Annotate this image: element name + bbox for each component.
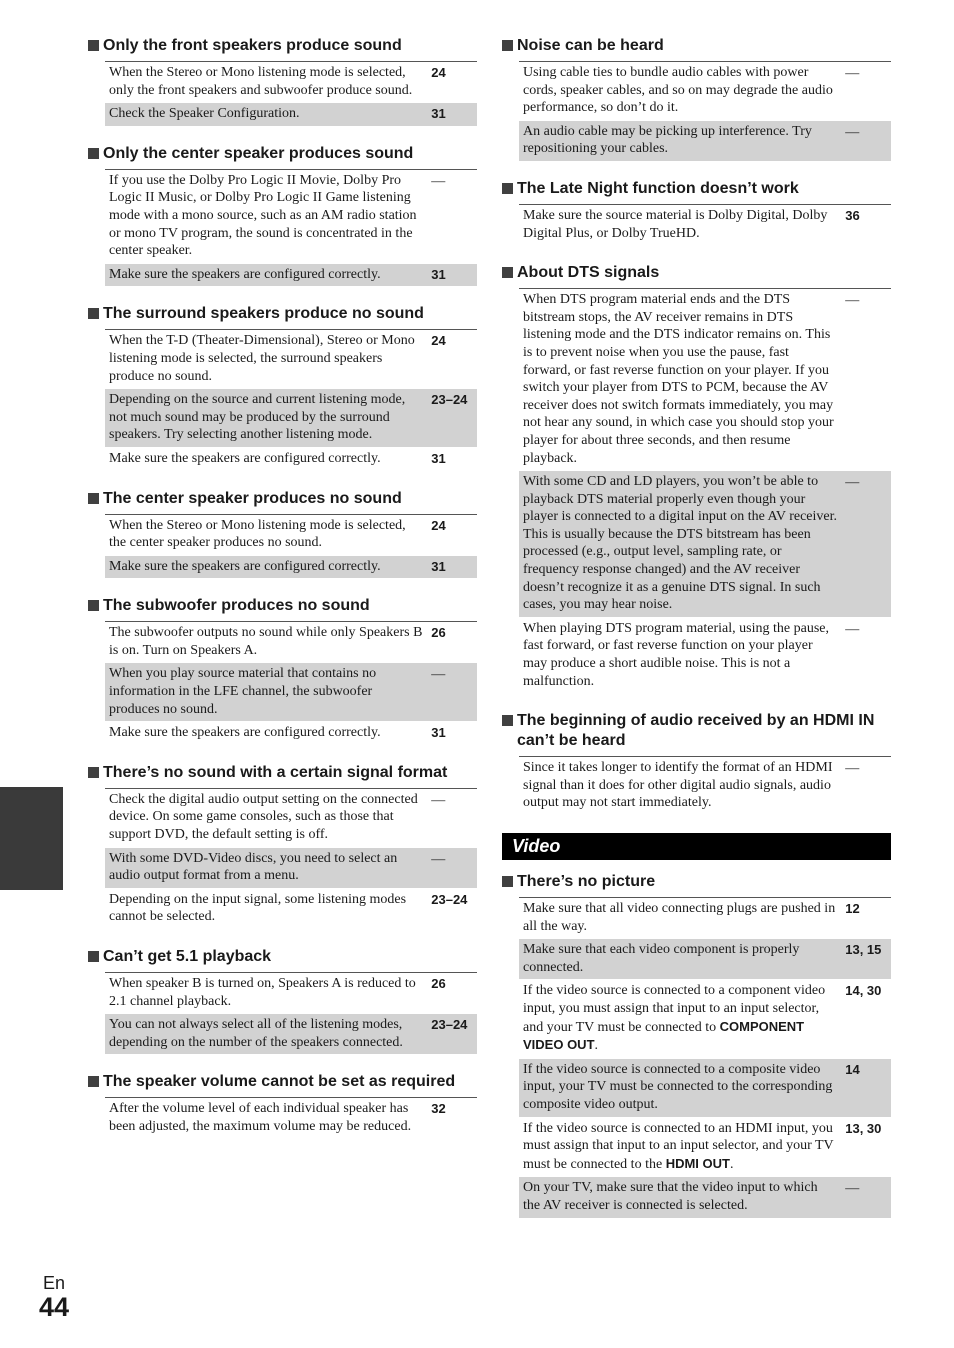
solution-row <box>105 622 477 662</box>
page-reference <box>427 624 477 659</box>
solution-text <box>523 620 841 690</box>
page-reference <box>427 975 477 1010</box>
page-reference <box>427 891 477 926</box>
square-bullet-icon <box>88 148 99 159</box>
troubleshooting-section <box>88 304 477 470</box>
audio-sections <box>502 36 891 815</box>
page-reference-value: 36 <box>845 207 860 223</box>
section-title: The speaker volume cannot be set as required <box>103 1073 456 1091</box>
solution-row <box>519 1058 891 1117</box>
solution-row <box>105 1098 477 1138</box>
solution-text <box>523 1120 841 1174</box>
troubleshooting-section <box>88 144 477 287</box>
solution-text <box>523 982 841 1054</box>
page-reference-value: 14 <box>845 1061 860 1077</box>
connector-keyword: HDMI OUT <box>665 1155 730 1171</box>
page-reference-value: — <box>431 851 446 867</box>
solution-text-body: An audio cable may be picking up interference. Try repositioning your cables. <box>523 123 812 157</box>
solution-text-body: On your TV, make sure that the video input to which the AV receiver is connected is selected. <box>523 1180 818 1213</box>
square-bullet-icon <box>502 40 513 51</box>
section-heading <box>88 36 477 56</box>
page-reference-value: 31 <box>431 558 446 574</box>
chapter-side-tab <box>0 787 63 890</box>
section-heading <box>88 596 477 616</box>
page-reference <box>427 850 477 885</box>
section-heading <box>88 1072 477 1092</box>
page-reference-value: — <box>845 293 860 309</box>
solution-text-body: With some DVD-Video discs, you need to select an audio output format from a menu. <box>109 850 398 884</box>
section-heading <box>502 872 891 892</box>
page-reference <box>427 1100 477 1135</box>
page-reference <box>841 1120 891 1174</box>
solution-text <box>109 891 427 926</box>
solution-text-body: You can not always select all of the listening modes, depending on the number of the speakers connected. <box>109 1017 403 1050</box>
page-reference-value: — <box>845 475 860 491</box>
page-reference-value: 24 <box>431 517 446 533</box>
solution-text-body: Check the Speaker Configuration. <box>109 106 300 122</box>
square-bullet-icon <box>88 767 99 778</box>
square-bullet-icon <box>502 715 513 726</box>
solution-text <box>109 975 427 1010</box>
section-heading <box>88 763 477 783</box>
section-title: The center speaker produces no sound <box>103 489 402 507</box>
solution-row <box>105 888 477 929</box>
page-reference <box>427 724 477 742</box>
page-reference <box>427 791 477 844</box>
solution-text-body: The subwoofer outputs no sound while only Speakers B is on. Turn on Speakers A. <box>109 625 423 658</box>
section-title: Only the front speakers produce sound <box>103 37 402 54</box>
troubleshooting-section <box>502 36 891 161</box>
page-reference-value: — <box>845 124 860 140</box>
page-reference-value: 26 <box>431 625 446 641</box>
page-reference <box>841 473 891 614</box>
solution-table <box>105 61 477 126</box>
section-heading <box>502 263 891 283</box>
page-reference-value: — <box>431 173 446 189</box>
solution-text-body: Since it takes longer to identify the format of an HDMI signal than it does for other digital audio signals, audio output may not start immediately. <box>523 760 833 811</box>
page-reference-value: 31 <box>431 266 446 282</box>
page-reference <box>841 620 891 690</box>
page-reference <box>427 450 477 468</box>
solution-row <box>105 170 477 263</box>
square-bullet-icon <box>502 267 513 278</box>
video-sections <box>502 872 891 1218</box>
solution-text-body: Make sure the source material is Dolby Digital, Dolby Digital Plus, or Dolby TrueHD. <box>523 207 828 241</box>
solution-text-body: Using cable ties to bundle audio cables with power cords, speaker cables, and so on may degrade the audio performance, so don’t do it. <box>523 65 833 116</box>
section-heading <box>88 947 477 967</box>
solution-table <box>105 169 477 287</box>
page-language: En <box>43 1273 66 1293</box>
solution-row <box>105 847 477 888</box>
solution-table <box>105 514 477 579</box>
solution-text <box>523 759 841 812</box>
square-bullet-icon <box>88 40 99 51</box>
page-reference-value: 24 <box>431 65 446 80</box>
solution-text-body: When DTS program material ends and the DTS bitstream stops, the AV receiver remains in DTS listening mode and the DTS indicator remains on. This is to prevent noise when you use the pause, fast forward, or fast reverse function on your player. If you switch your player from DTS to PCM, because the AV receiver does not switch formats immediately, you may not hear any sound, in which case you should stop your player for about three seconds, and then resume playback. <box>523 292 834 466</box>
troubleshooting-section <box>88 36 477 126</box>
page-reference-value: — <box>431 792 446 808</box>
solution-text-body: When you play source material that contains no information in the LFE channel, the subwoofer produces no sound. <box>109 666 377 717</box>
square-bullet-icon <box>88 951 99 962</box>
page-reference <box>841 64 891 117</box>
solution-row <box>519 938 891 979</box>
page-reference-value: — <box>845 621 860 637</box>
solution-row <box>519 979 891 1057</box>
solution-row <box>519 1117 891 1177</box>
solution-text <box>109 724 427 742</box>
solution-text-body: Make sure that all video connecting plugs are pushed in all the way. <box>523 901 836 934</box>
solution-text <box>523 207 841 242</box>
page-reference <box>427 64 477 99</box>
page-reference <box>841 982 891 1054</box>
solution-text <box>523 1061 841 1114</box>
page-reference <box>841 941 891 976</box>
page-reference <box>427 105 477 123</box>
page-reference <box>427 517 477 552</box>
page-reference-value: 14, 30 <box>845 983 882 999</box>
section-title: The subwoofer produces no sound <box>103 597 370 615</box>
section-title: The surround speakers produce no sound <box>103 305 424 323</box>
section-title: Can’t get 5.1 playback <box>103 948 272 965</box>
section-title: There’s no sound with a certain signal format <box>103 763 448 781</box>
solution-text-body: If the video source is connected to an HDMI input, you must assign that input to an input selector, and your TV must be connected to the <box>523 1120 834 1172</box>
page-reference <box>427 1016 477 1051</box>
solution-row <box>105 330 477 388</box>
solution-row <box>105 721 477 745</box>
page-reference-value: 23–24 <box>431 1017 468 1033</box>
section-title: Only the center speaker produces sound <box>103 144 414 162</box>
solution-row <box>519 1176 891 1217</box>
solution-text <box>109 624 427 659</box>
solution-table <box>519 61 891 161</box>
section-title: The beginning of audio received by an HDMI IN can’t be heard <box>517 712 875 750</box>
solution-table <box>519 288 891 693</box>
solution-table <box>519 756 891 815</box>
page-reference-value: 31 <box>431 725 446 741</box>
section-title: The Late Night function doesn’t work <box>517 179 799 197</box>
solution-text <box>523 473 841 614</box>
solution-row <box>519 62 891 120</box>
solution-row <box>519 757 891 815</box>
section-title: There’s no picture <box>517 873 656 890</box>
solution-text <box>109 172 427 260</box>
solution-row <box>105 447 477 471</box>
page-reference-value: 23–24 <box>431 392 468 408</box>
solution-text-body: Make sure the speakers are configured correctly. <box>109 725 381 741</box>
solution-text <box>109 1100 427 1135</box>
solution-text-body: With some CD and LD players, you won’t be able to playback DTS material properly even though your player is connected to a digital input on the AV receiver. This is usually because the DTS bitstream has been processed (e.g., output level, sampling rate, or frequency response changed) and the AV receiver doesn’t recognize it as a genuine DTS signal. In such cases, you may hear noise. <box>523 474 838 613</box>
solution-text <box>109 558 427 576</box>
square-bullet-icon <box>502 876 513 887</box>
solution-table <box>519 204 891 245</box>
solution-row <box>519 289 891 470</box>
solution-text <box>109 517 427 552</box>
solution-text <box>523 64 841 117</box>
solution-table <box>519 897 891 1218</box>
solution-table <box>105 1097 477 1138</box>
solution-table <box>105 621 477 745</box>
page-number: 44 <box>39 1292 70 1322</box>
solution-row <box>105 555 477 579</box>
solution-text <box>523 291 841 467</box>
solution-text <box>109 64 427 99</box>
solution-row <box>105 62 477 102</box>
page-reference <box>427 332 477 385</box>
page-reference <box>427 391 477 444</box>
solution-row <box>519 120 891 161</box>
page-reference-value: 31 <box>431 450 446 466</box>
solution-table <box>105 972 477 1054</box>
solution-text <box>523 941 841 976</box>
solution-text-body: Depending on the source and current listening mode, not much sound may be produced by the surround speakers. Try selecting another listening mode. <box>109 392 406 443</box>
square-bullet-icon <box>88 493 99 504</box>
solution-row <box>519 898 891 938</box>
troubleshooting-section <box>88 489 477 579</box>
right-column <box>502 36 891 1236</box>
solution-row <box>105 662 477 721</box>
solution-text-body: Make sure the speakers are configured correctly. <box>109 450 381 466</box>
solution-text-body: When the Stereo or Mono listening mode is selected, only the front speakers and subwoofer produce sound. <box>109 65 413 98</box>
page-reference-value: 26 <box>431 976 446 991</box>
section-title: About DTS signals <box>517 264 660 282</box>
solution-text-body: When the Stereo or Mono listening mode is selected, the center speaker produces no sound. <box>109 517 406 551</box>
solution-row <box>105 789 477 847</box>
page-reference-value: 32 <box>431 1101 446 1117</box>
solution-text-body: When playing DTS program material, using the pause, fast forward, or fast reverse function on your player may produce a short audible noise. This is not a malfunction. <box>523 620 829 689</box>
section-heading <box>502 711 891 751</box>
troubleshooting-section <box>88 1072 477 1138</box>
troubleshooting-section <box>502 711 891 815</box>
solution-text <box>109 850 427 885</box>
page-reference <box>427 266 477 284</box>
page-reference-value: — <box>845 1181 860 1197</box>
solution-text-body: If the video source is connected to a composite video input, your TV must be connected to the corresponding composite video output. <box>523 1061 833 1112</box>
square-bullet-icon <box>88 600 99 611</box>
section-heading <box>88 144 477 164</box>
solution-text <box>523 1179 841 1214</box>
solution-row <box>519 205 891 245</box>
page-reference <box>841 291 891 467</box>
solution-row <box>519 470 891 617</box>
solution-text-body: When speaker B is turned on, Speakers A is reduced to 2.1 channel playback. <box>109 976 416 1009</box>
square-bullet-icon <box>88 308 99 319</box>
section-title: Noise can be heard <box>517 37 664 54</box>
troubleshooting-section <box>88 763 477 929</box>
page-reference <box>427 172 477 260</box>
page-reference <box>841 759 891 812</box>
solution-text <box>109 266 427 284</box>
page-reference-value: 13, 30 <box>845 1120 882 1136</box>
solution-text-body: When the T-D (Theater-Dimensional), Stereo or Mono listening mode is selected, the surround speakers produce no sound. <box>109 333 415 384</box>
solution-text-body: Check the digital audio output setting on the connected device. On some game consoles, such as those that support DVD, the default setting is off. <box>109 791 418 843</box>
page-reference-value: — <box>431 667 446 683</box>
left-column <box>88 36 477 1157</box>
solution-text <box>109 332 427 385</box>
solution-text-body: If you use the Dolby Pro Logic II Movie, Dolby Pro Logic II Music, or Dolby Pro Logic II Game listening mode with a mono source, such as an AM radio station or mono TV program, the sound is concentrated in the center speaker. <box>109 172 417 259</box>
connector-keyword: COMPONENT VIDEO OUT <box>523 1018 805 1053</box>
solution-text-body: Make sure the speakers are configured correctly. <box>109 266 381 282</box>
page-reference-value: — <box>845 66 860 81</box>
page-reference-value: 13, 15 <box>845 942 882 958</box>
solution-text-tail: . <box>594 1038 599 1054</box>
page-reference-value: 24 <box>431 333 446 349</box>
solution-row <box>105 102 477 126</box>
section-heading <box>502 36 891 56</box>
page-reference <box>841 1061 891 1114</box>
troubleshooting-section <box>502 872 891 1218</box>
solution-text-body: Make sure that each video component is properly connected. <box>523 942 800 975</box>
page-reference <box>427 558 477 576</box>
solution-text <box>109 791 427 844</box>
solution-text-tail: . <box>729 1156 734 1172</box>
page-reference <box>841 207 891 242</box>
page-reference <box>841 123 891 158</box>
solution-text-body: Depending on the input signal, some listening modes cannot be selected. <box>109 891 407 925</box>
section-heading <box>88 304 477 324</box>
page-reference <box>427 665 477 718</box>
solution-table <box>105 329 477 470</box>
solution-row <box>105 1013 477 1054</box>
troubleshooting-section <box>88 596 477 745</box>
page-reference <box>841 900 891 935</box>
solution-row <box>519 617 891 693</box>
troubleshooting-section <box>502 179 891 245</box>
solution-text <box>523 900 841 935</box>
section-heading <box>502 179 891 199</box>
solution-text-body: Make sure the speakers are configured correctly. <box>109 558 381 574</box>
page-reference-value: 12 <box>845 901 860 916</box>
section-heading <box>88 489 477 509</box>
square-bullet-icon <box>88 1076 99 1087</box>
page-reference-value: 31 <box>431 106 446 122</box>
solution-text <box>109 1016 427 1051</box>
solution-text <box>523 123 841 158</box>
troubleshooting-section <box>502 263 891 693</box>
solution-row <box>105 515 477 555</box>
solution-row <box>105 388 477 447</box>
solution-text-body: After the volume level of each individual speaker has been adjusted, the maximum volume may be reduced. <box>109 1101 412 1134</box>
solution-row <box>105 263 477 287</box>
video-category-bar: Video <box>502 833 891 860</box>
solution-text <box>109 105 427 123</box>
page-reference-value: — <box>845 761 860 777</box>
troubleshooting-section <box>88 947 477 1054</box>
page-reference <box>841 1179 891 1214</box>
solution-text <box>109 665 427 718</box>
solution-text-body: If the video source is connected to a component video input, you must assign that input to an input selector, and your TV must be connected to <box>523 983 826 1035</box>
square-bullet-icon <box>502 183 513 194</box>
page-reference-value: 23–24 <box>431 891 468 907</box>
solution-table <box>105 788 477 929</box>
solution-text <box>109 450 427 468</box>
solution-text <box>109 391 427 444</box>
solution-row <box>105 973 477 1013</box>
